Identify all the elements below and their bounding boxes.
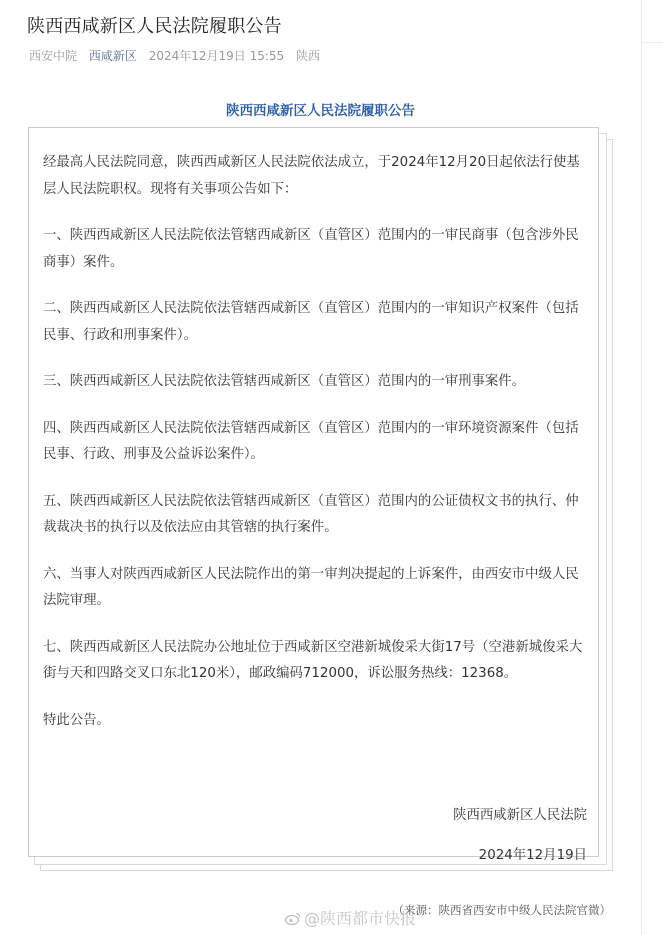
meta-datetime: 2024年12月19日 15:55 [148,49,285,63]
weibo-icon [285,912,301,925]
watermark-text: @陕西都市快报 [304,909,417,928]
article-meta [29,47,328,64]
notice-heading: 陕西西咸新区人民法院履职公告 [226,103,415,119]
notice-body [43,150,591,754]
meta-source: 西安中院 [29,49,78,63]
meta-location: 陕西 [296,49,321,63]
page-title: 陕西西咸新区人民法院履职公告 [27,16,282,37]
right-panel-corner [642,0,663,43]
source-note: （来源：陕西省西安市中级人民法院官微） [392,903,611,917]
meta-link[interactable]: 西咸新区 [88,49,137,63]
right-panel-edge [641,0,663,935]
notice-signature: 陕西西咸新区人民法院 [453,808,587,823]
notice-paragraph: 一、陕西西咸新区人民法院依法管辖西咸新区（直管区）范围内的一审民商事（包含涉外民商事）案件。 [43,228,579,270]
notice-paragraph: 三、陕西西咸新区人民法院依法管辖西咸新区（直管区）范围内的一审刑事案件。 [43,374,526,389]
notice-paragraph: 五、陕西西咸新区人民法院依法管辖西咸新区（直管区）范围内的公证债权文书的执行、仲裁裁决书的执行以及依法应由其管辖的执行案件。 [43,493,579,535]
notice-paragraph: 特此公告。 [43,712,110,728]
notice-card [28,127,599,863]
notice-date: 2024年12月19日 [478,848,587,863]
notice-paragraph: 七、陕西西咸新区人民法院办公地址位于西咸新区空港新城俊采大街17号（空港新城俊采大街与天和四路交叉口东北120米），邮政编码712000，诉讼服务热线：12368。 [43,639,583,681]
notice-paragraph: 四、陕西西咸新区人民法院依法管辖西咸新区（直管区）范围内的一审环境资源案件（包括民事、行政、刑事及公益诉讼案件）。 [43,420,579,462]
notice-paragraph: 经最高人民法院同意，陕西西咸新区人民法院依法成立，于2024年12月20日起依法行使基层人民法院职权。现将有关事项公告如下： [43,155,580,197]
notice-paragraph: 六、当事人对陕西西咸新区人民法院作出的第一审判决提起的上诉案件，由西安市中级人民法院审理。 [43,566,579,608]
watermark [285,906,416,929]
notice-paragraph: 二、陕西西咸新区人民法院依法管辖西咸新区（直管区）范围内的一审知识产权案件（包括民事、行政和刑事案件）。 [43,301,579,343]
